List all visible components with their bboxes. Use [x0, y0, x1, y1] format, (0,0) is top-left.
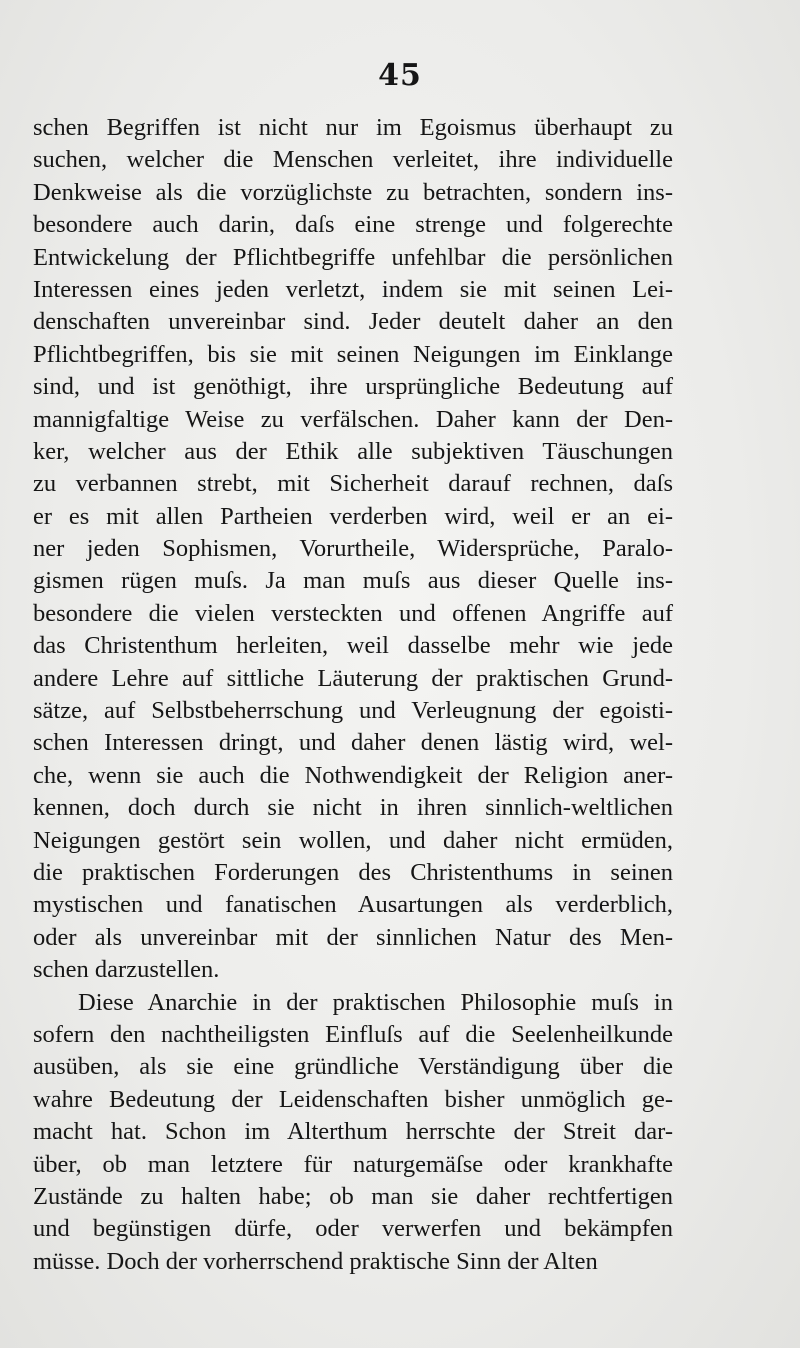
text-line: sofern den nachtheiligsten Einfluſs auf die Seelenheilkunde	[33, 1020, 673, 1048]
text-line: wahre Bedeutung der Leidenschaften bisher unmöglich ge-	[33, 1085, 673, 1113]
text-line: besondere die vielen versteckten und offenen Angriffe auf	[33, 599, 673, 627]
text-line: Pflichtbegriffen, bis sie mit seinen Neigungen im Einklange	[33, 340, 673, 368]
body-text	[33, 112, 673, 1278]
text-line: Zustände zu halten habe; ob man sie daher rechtfertigen	[33, 1182, 673, 1210]
text-line: das Christenthum herleiten, weil dasselbe mehr wie jede	[33, 632, 673, 660]
text-line: mannigfaltige Weise zu verfälschen. Daher kann der Den-	[33, 405, 673, 433]
text-line: mystischen und fanatischen Ausartungen als verderblich,	[33, 891, 673, 919]
text-line: sätze, auf Selbstbeherrschung und Verleugnung der egoisti-	[33, 697, 673, 725]
text-line: sind, und ist genöthigt, ihre ursprüngliche Bedeutung auf	[33, 373, 673, 401]
text-line: oder als unvereinbar mit der sinnlichen Natur des Men-	[33, 923, 673, 951]
text-line: besondere auch darin, daſs eine strenge und folgerechte	[33, 211, 673, 239]
text-line: gismen rügen muſs. Ja man muſs aus dieser Quelle ins-	[33, 567, 673, 595]
text-line: Entwickelung der Pflichtbegriffe unfehlbar die persönlichen	[33, 243, 673, 271]
text-line: ausüben, als sie eine gründliche Verständigung über die	[33, 1053, 673, 1081]
text-line: müsse. Doch der vorherrschend praktische Sinn der Alten	[33, 1247, 598, 1275]
text-line: zu verbannen strebt, mit Sicherheit darauf rechnen, daſs	[33, 470, 673, 498]
text-line: und begünstigen dürfe, oder verwerfen und bekämpfen	[33, 1215, 673, 1243]
paragraph	[33, 987, 673, 1279]
text-line: andere Lehre auf sittliche Läuterung der praktischen Grund-	[33, 664, 673, 692]
text-line: er es mit allen Partheien verderben wird, weil er an ei-	[33, 502, 673, 530]
text-line: Denkweise als die vorzüglichste zu betrachten, sondern ins-	[33, 178, 673, 206]
text-line: schen darzustellen.	[33, 956, 220, 984]
text-line: kennen, doch durch sie nicht in ihren sinnlich-weltlichen	[33, 794, 673, 822]
text-line: die praktischen Forderungen des Christenthums in seinen	[33, 858, 673, 886]
text-line: denschaften unvereinbar sind. Jeder deutelt daher an den	[33, 308, 673, 336]
text-line: macht hat. Schon im Alterthum herrschte der Streit dar-	[33, 1118, 673, 1146]
text-line: Neigungen gestört sein wollen, und daher nicht ermüden,	[33, 826, 673, 854]
text-line: ner jeden Sophismen, Vorurtheile, Widersprüche, Paralo-	[33, 535, 673, 563]
text-line: über, ob man letztere für naturgemäſse oder krankhafte	[33, 1150, 673, 1178]
text-line: Diese Anarchie in der praktischen Philosophie muſs in	[78, 988, 673, 1016]
text-line: schen Interessen dringt, und daher denen lästig wird, wel-	[33, 729, 673, 757]
text-line: schen Begriffen ist nicht nur im Egoismus überhaupt zu	[33, 114, 673, 141]
text-line: che, wenn sie auch die Nothwendigkeit der Religion aner-	[33, 761, 673, 789]
paragraph	[33, 112, 673, 987]
page-number: 45	[378, 58, 422, 93]
text-line: suchen, welcher die Menschen verleitet, ihre individuelle	[33, 146, 673, 174]
text-line: ker, welcher aus der Ethik alle subjektiven Täuschungen	[33, 437, 673, 465]
text-line: Interessen eines jeden verletzt, indem sie mit seinen Lei-	[33, 275, 673, 303]
